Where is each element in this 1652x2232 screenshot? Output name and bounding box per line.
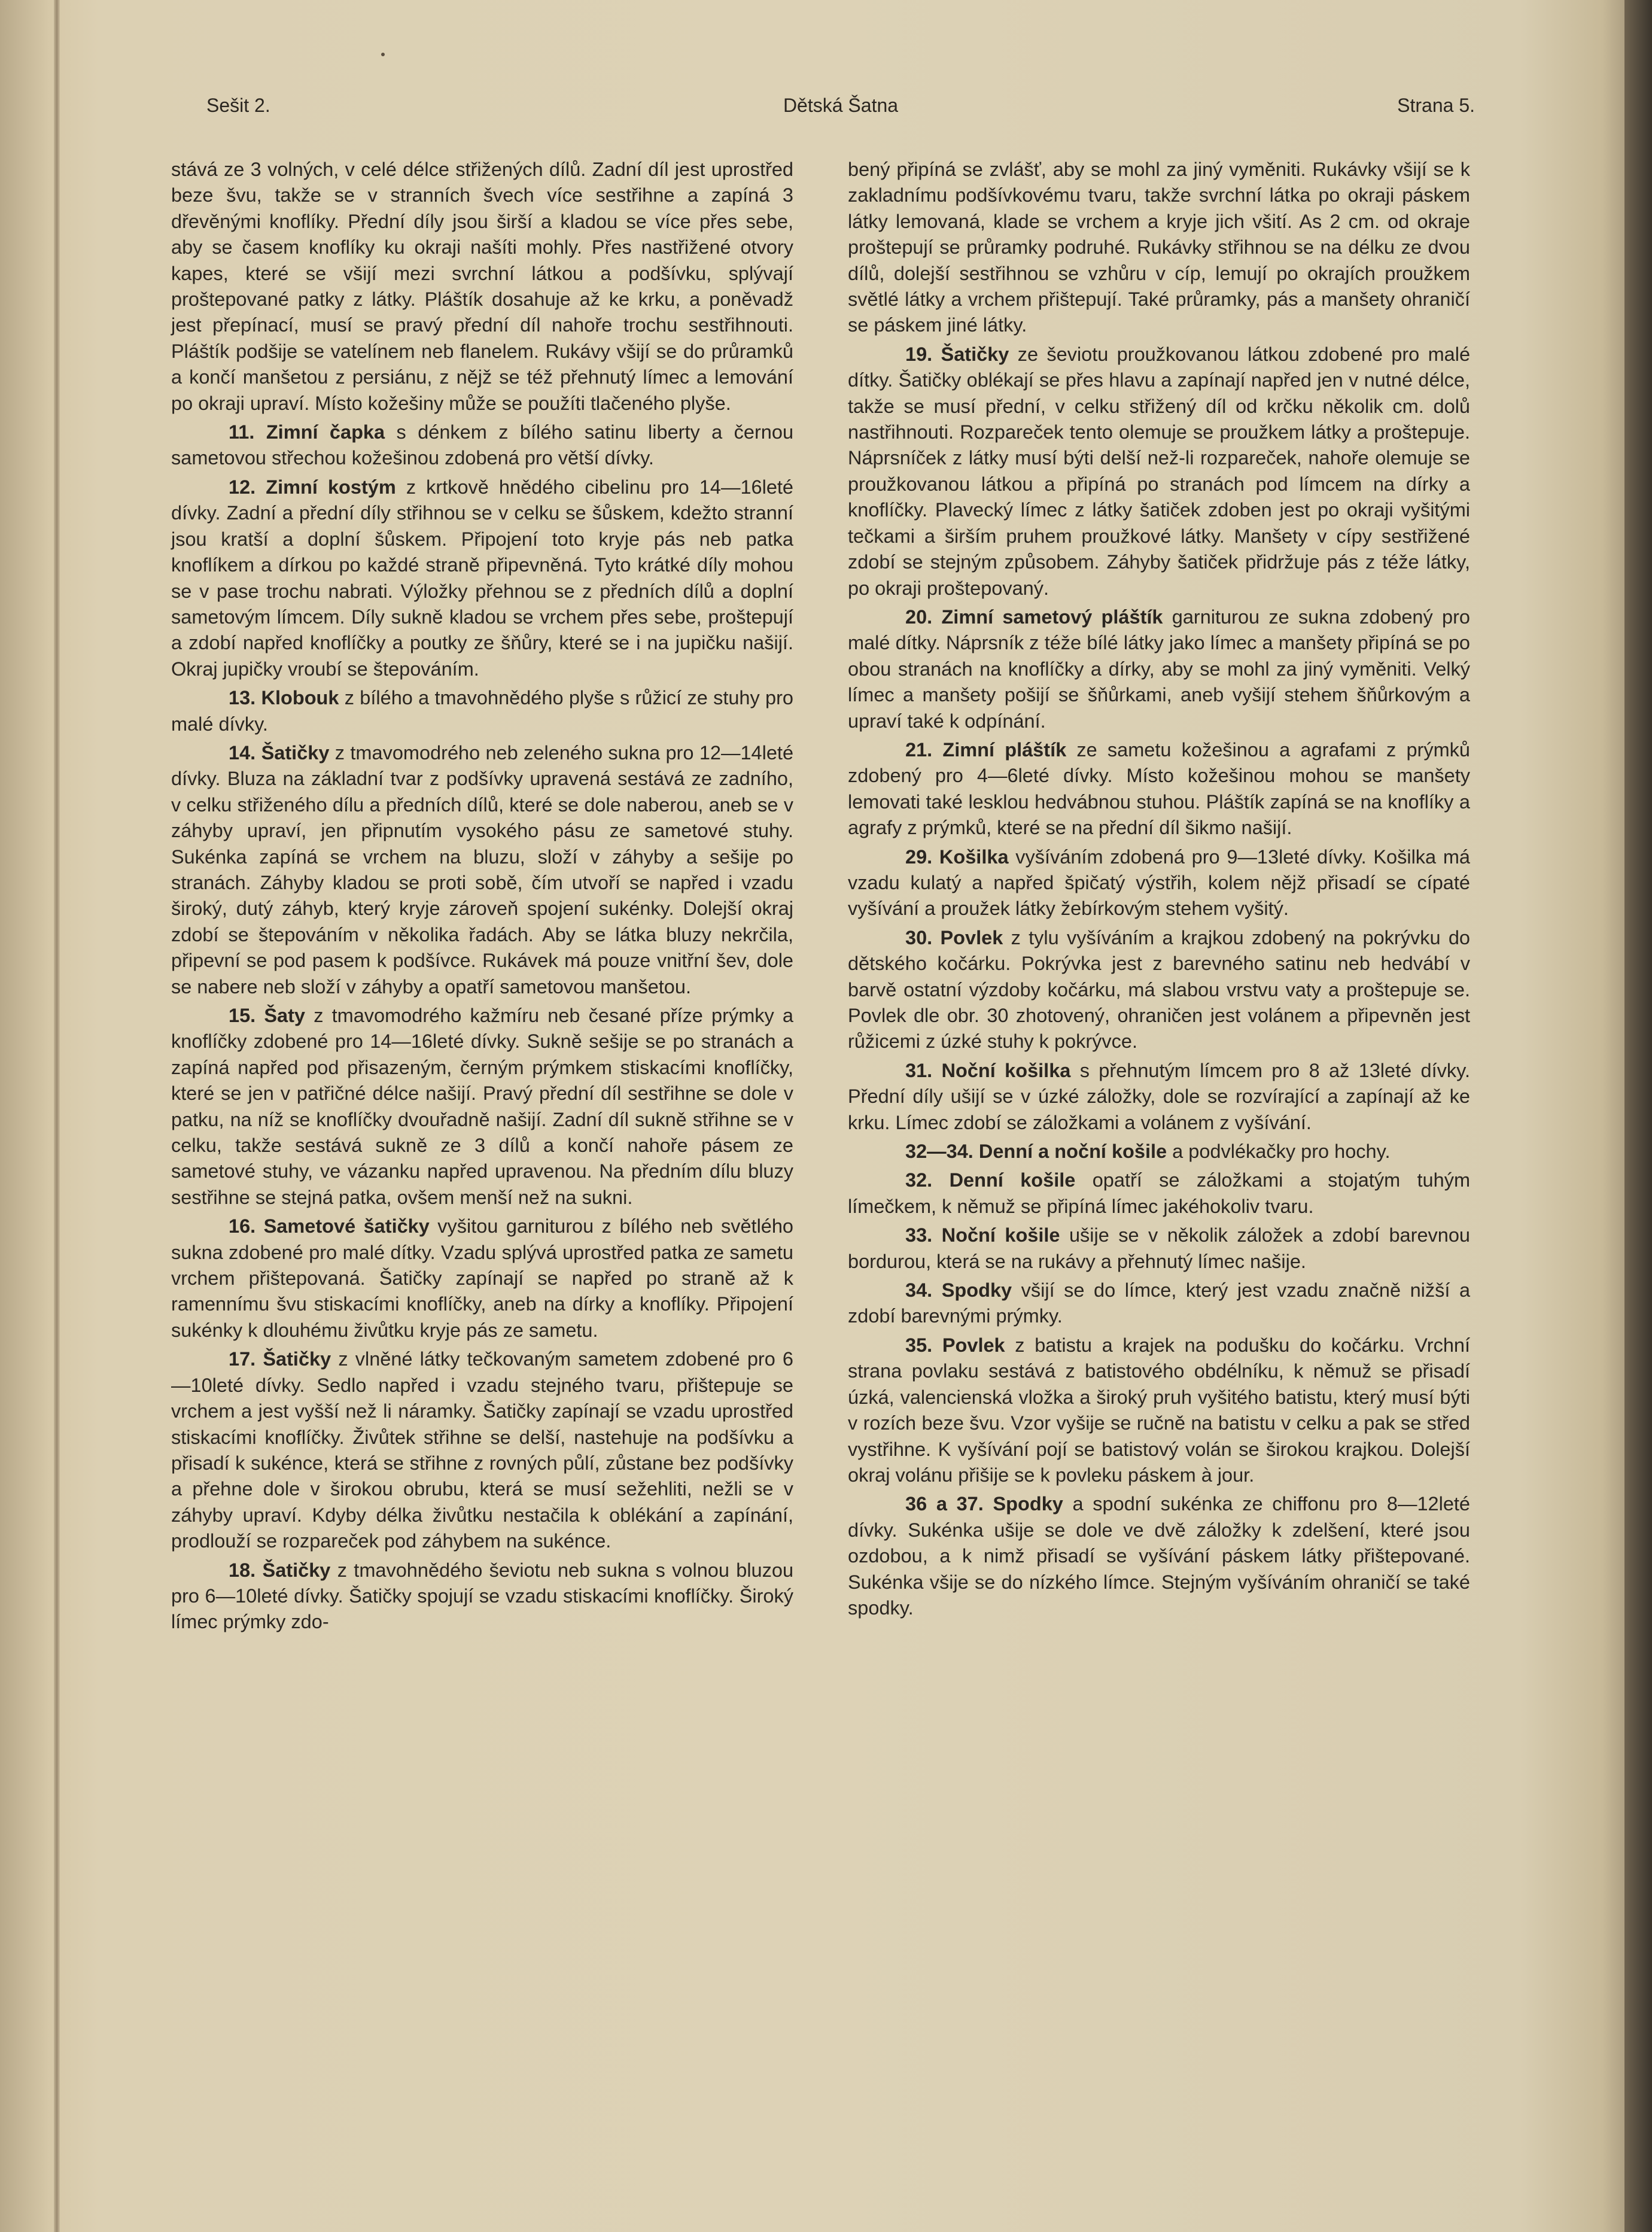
item-body-text: z krtkově hnědého cibelinu pro 14—16leté dívky. Zadní a přední díly střihnou se v celku se šůskem, kdežto stranní jsou kratší a doplní šůskem. Připojení toto kryje pás neb patka knoflíkem a dírkou po každé straně připevněná. Tyto krátké díly mohou se v pase trochu nabrati. Výložky přehnou se z předních dílů a doplní sametovým límcem. Díly sukně kladou se vrchem přes sebe, proštepují a zdobí napřed knoflíčky a poutky ze šňůry, které se i na jupičku našijí. Okraj jupičky vroubí se štepováním. <box>171 476 794 680</box>
item-number: 19. <box>905 343 933 365</box>
item-title: Zimní sametový pláštík <box>941 606 1163 628</box>
item-title: Zimní kostým <box>266 476 396 498</box>
paragraph-item <box>848 1058 1470 1136</box>
item-title: Zimní pláštík <box>942 738 1067 761</box>
item-body-text: vyšitou garniturou z bílého neb světlého sukna zdobené pro malé dítky. Vzadu splývá uprostřed patka ze sametu vrchem přištepovaná. Šatičky zapínají se napřed po straně až k ramennímu švu stiskacími knoflíčky, aneb na dírky a knoflíky. Připojení sukénky k dlouhému živůtku kryje pás ze sametu. <box>171 1215 794 1341</box>
paragraph-item <box>171 1346 793 1554</box>
item-title: Šaty <box>264 1005 306 1026</box>
item-number: 14. <box>229 741 256 764</box>
item-title: Spodky <box>941 1279 1012 1302</box>
left-column <box>171 157 793 1638</box>
item-body-text: z tmavomodrého kažmíru neb česané příze prýmky a knoflíčky zdobené pro 14—16leté dívky. Sukně sešije se po stranách a zapíná napřed pod přisazeným, černým prýmkem stiskacími knoflíčky, které se jen v patřičné délce našijí. Pravý přední díl sestřihne se dole v patku, na níž se knoflíčky dvouřadně našijí. Zadní díl sukně střihne se v celku, takže sestává sukně ze 3 dílů a končí nahoře pásem ze sametové stuhy, ve vázanku napřed upravenou. Na předním dílu bluzy sestřihne se stejná patka, ovšem menší než na sukni. <box>171 1005 793 1208</box>
item-body-text: z tylu vyšíváním a krajkou zdobený na pokrývku do dětského kočárku. Pokrývka jest z barevného satinu neb hedvábí v barvě ostatní výzdoby kočárku, má slabou vrstvu vaty a proštepuje se. Povlek dle obr. 30 zhotovený, ohraničen jest volánem a připevněn jest růžicemi z úzké stuhy k pokrývce. <box>848 926 1471 1053</box>
paragraph-item <box>171 1214 793 1343</box>
paragraph-item <box>848 737 1470 841</box>
item-title: Klobouk <box>261 687 339 709</box>
item-body-text: a podvlékačky pro hochy. <box>1172 1141 1391 1163</box>
paragraph-item <box>171 685 793 737</box>
paragraph-item <box>171 1003 793 1211</box>
item-number: 12. <box>229 476 256 498</box>
paragraph-item <box>848 1278 1470 1330</box>
item-title: Zimní čapka <box>266 421 385 443</box>
item-title: Povlek <box>940 926 1003 948</box>
item-number: 36 a 37. <box>905 1493 984 1515</box>
item-title: Košilka <box>939 846 1009 868</box>
item-body-text: všijí se do límce, který jest vzadu značně nižší a zdobí barevnými prýmky. <box>848 1279 1471 1327</box>
paragraph-item <box>848 925 1470 1055</box>
paragraph-item <box>848 1491 1470 1621</box>
paragraph-item <box>171 1558 793 1635</box>
item-body-text: a spodní sukénka ze chiffonu pro 8—12leté dívky. Sukénka ušije se dole ve dvě záložky k zdelšení, které jsou ozdobou, a k nimž přisadí se vyšívání páskem látky přištepované. Sukénka všije se do nízkého límce. Stejným vyšíváním ohraničí se také spodky. <box>848 1493 1471 1619</box>
page-edge-shadow <box>1624 0 1652 2232</box>
item-number: 31. <box>905 1059 933 1081</box>
item-body-text: z bílého a tmavohnědého plyše s růžicí ze stuhy pro malé dívky. <box>171 687 794 735</box>
item-number: 30. <box>905 926 933 948</box>
item-number: 17. <box>229 1348 256 1370</box>
item-body-text: opatří se záložkami a stojatým tuhým límečkem, k němuž se připíná límec jakéhokoliv tvaru. <box>848 1169 1471 1217</box>
item-title: Šatičky <box>261 741 330 764</box>
item-title: Šatičky <box>262 1559 331 1581</box>
paragraph-item <box>171 419 793 472</box>
item-title: Šatičky <box>263 1348 331 1370</box>
page-fold-shadow <box>54 0 60 2232</box>
paragraph-item <box>171 157 793 416</box>
item-title: Spodky <box>993 1493 1063 1515</box>
item-number: 33. <box>905 1224 933 1246</box>
item-number: 21. <box>905 738 933 761</box>
right-column <box>848 157 1470 1624</box>
header-issue: Sešit 2. <box>206 95 270 116</box>
paragraph-item <box>848 157 1470 339</box>
item-title: Šatičky <box>941 343 1009 365</box>
paragraph-item <box>171 740 793 1000</box>
paragraph-item <box>848 1223 1470 1275</box>
item-title: Noční košilka <box>941 1059 1071 1081</box>
item-body-text: s přehnutým límcem pro 8 až 13leté dívky. Přední díly ušijí se v úzké záložky, dole se rozvírající a zapínají až ke krku. Límec zdobí se záložkami a volánem z vyšívání. <box>848 1059 1471 1133</box>
item-body-text: s dénkem z bílého satinu liberty a černou sametovou střechou kožešinou zdobená pro větší dívky. <box>171 421 794 469</box>
item-body-text: z batistu a krajek na podušku do kočárku. Vrchní strana povlaku sestává z batistového obdélníku, k němuž se přisadí úzká, valencienská vložka a široký pruh vyšitého batistu, který musí býti v rozích beze švu. Vzor vyšije se ručně na batistu v celku a pak se střed vystřihne. K vyšívání pojí se batistový volán se širokou krajkou. Dolejší okraj volánu přišije se k povleku páskem à jour. <box>848 1334 1471 1486</box>
item-title: Sametové šatičky <box>263 1215 430 1237</box>
item-number: 32. <box>905 1169 933 1191</box>
item-number: 16. <box>229 1215 256 1237</box>
item-body-text: z tmavomodrého neb zeleného sukna pro 12—14leté dívky. Bluza na základní tvar z podšívky upravená sestává ze zadního, v celku střiženého dílu a předních dílů, které se dole naberou, aneb se v záhyby upraví, jen připnutím vysokého pásu ze sametové stuhy. Sukénka zapíná se vrchem na bluzu, složí v záhyby a sešije po stranách. Záhyby kladou se proti sobě, čím utvoří se napřed i vzadu široký, dutý záhyb, který kryje zároveň spojení sukénky. Dolejší okraj zdobí se štepováním v několika řadách. Aby se látka bluzy nekrčila, připevní se pod pasem k podšívce. Rukávek má pouze vnitřní šev, dole se nabere neb složí v záhyby a opatří sametovou manšetou. <box>171 741 794 998</box>
item-body-text: ze ševiotu proužkovanou látkou zdobené pro malé dítky. Šatičky oblékají se přes hlavu a zapínají napřed jen v nutné délce, takže se musí přední, v celku střižený díl od krčku několik cm. dolů nastřihnouti. Rozpareček tento olemuje se proužkem látky a proštepuje. Náprsníček z látky musí býti delší než-li rozpareček, nahoře olemuje se proužkovanou látkou a připíná po stranách pod límcem na dírky a knoflíčky. Plavecký límec z látky šatiček zdoben jest po okraji vyšitými tečkami a širším pruhem proužkové látky. Manšety v cípy sestřižené zdobí se stejným způsobem. Záhyby šatiček přidržuje pás z téže látky, po okraji proštepovaný. <box>848 343 1471 599</box>
item-title: Noční košile <box>941 1224 1060 1246</box>
paragraph-item <box>848 1167 1470 1220</box>
item-number: 29. <box>905 846 933 868</box>
item-body-text: vyšíváním zdobená pro 9—13leté dívky. Košilka má vzadu kulatý a napřed špičatý výstřih, kolem nějž přisadí se cípaté vyšívání a proužek látky žebírkovým stehem vyšitý. <box>848 846 1470 920</box>
header-page-number: Strana 5. <box>1397 95 1475 116</box>
header-magazine-title: Dětská Šatna <box>783 95 899 116</box>
paragraph-item <box>848 342 1470 601</box>
paragraph-item <box>848 1333 1470 1488</box>
item-title: Povlek <box>942 1334 1005 1356</box>
item-body-text: z tmavohnědého ševiotu neb sukna s volnou bluzou pro 6—10leté dívky. Šatičky spojují se vzadu stiskacími knoflíčky. Široký límec prýmky zdo- <box>171 1559 794 1633</box>
paragraph-item <box>848 604 1470 734</box>
item-number: 13. <box>229 687 256 709</box>
item-number: 35. <box>905 1334 933 1356</box>
item-body-text: ze sametu kožešinou a agrafami z prýmků zdobený pro 4—6leté dívky. Místo kožešinou mohou se manšety lemovati také lesklou hedvábnou stuhou. Pláštík zapíná se na knoflíky a agrafy z prýmků, které se na přední díl šikmo našijí. <box>848 738 1471 839</box>
item-title: Denní a noční košile <box>978 1141 1167 1163</box>
item-number: 18. <box>229 1559 256 1581</box>
paragraph-item <box>171 475 793 682</box>
running-header <box>206 95 1475 130</box>
item-number: 11. <box>229 421 255 443</box>
item-number: 20. <box>905 606 933 628</box>
item-body-text: ušije se v několik záložek a zdobí barevnou bordurou, která se na rukávy a přehnutý límec našije. <box>848 1224 1470 1272</box>
ink-speck <box>381 53 385 56</box>
paragraph-item <box>848 1139 1470 1164</box>
item-body-text: z vlněné látky tečkovaným sametem zdobené pro 6—10leté dívky. Sedlo napřed i vzadu stejného tvaru, přištepuje se vrchem a jest vyšší než li náramky. Šatičky zapínají se vzadu uprostřed stiskacími knoflíčky. Živůtek střihne se delší, nastehuje na podšívku a přisadí k sukénce, která se střihne z rovných půlí, zůstane bez podšívky a přehne dole v širokou obrubu, která se musí sežehliti, nežli se v záhyby upraví. Kdyby délka živůtku nestačila k oblékání a zapínání, prodlouží se rozpareček pod záhybem na sukénce. <box>171 1348 794 1552</box>
paragraph-item <box>848 844 1470 922</box>
item-number: 34. <box>905 1279 933 1302</box>
item-title: Denní košile <box>949 1169 1076 1191</box>
item-body-text: garniturou ze sukna zdobený pro malé dítky. Náprsník z téže bílé látky jako límec a manšety připíná se po obou stranách na knoflíčky a dírky, aby se mohl za jiný vyměniti. Velký límec a manšety pošijí se šňůrkami, aneb vyšijí stehem šňůrkovým a upraví také k odpínání. <box>848 606 1470 732</box>
item-body-text: bený připíná se zvlášť, aby se mohl za jiný vyměniti. Rukávky všijí se k zakladnímu podšívkovému tvaru, takže svrchní látka po okraji páskem látky lemovaná, klade se vrchem a kryje jich všití. As 2 cm. od okraje proštepují se průramky podruhé. Rukávky střihnou se na délku ze dvou dílů, dolejší sestřihnou se vzhůru v cíp, lemují po okrajích proužkem světlé látky a vrchem přištepují. Také průramky, pás a manšety ohraničí se páskem jiné látky. <box>848 159 1470 336</box>
item-body-text: stává ze 3 volných, v celé délce střižených dílů. Zadní díl jest uprostřed beze švu, takže se v stranních švech více sestřihne a zapíná 3 dřevěnými knoflíky. Přední díly jsou širší a kladou se více přes sebe, aby se časem knoflíky ku okraji našíti mohly. Přes nastřižené otvory kapes, které se všijí mezi svrchní látkou a podšívku, splývají proštepované patky z látky. Pláštík dosahuje až ke krku, a poněvadž jest přepínací, musí se pravý přední díl nahoře trochu sestřihnouti. Pláštík podšije se vatelínem neb flanelem. Rukávy všijí se do průramků a končí manšetou z persiánu, z nějž se též přehnutý límec a lemování po okraji upraví. Místo kožešiny může se použíti tlačeného plyše. <box>171 159 793 414</box>
item-number: 32—34. <box>905 1141 973 1163</box>
item-number: 15. <box>229 1005 256 1026</box>
